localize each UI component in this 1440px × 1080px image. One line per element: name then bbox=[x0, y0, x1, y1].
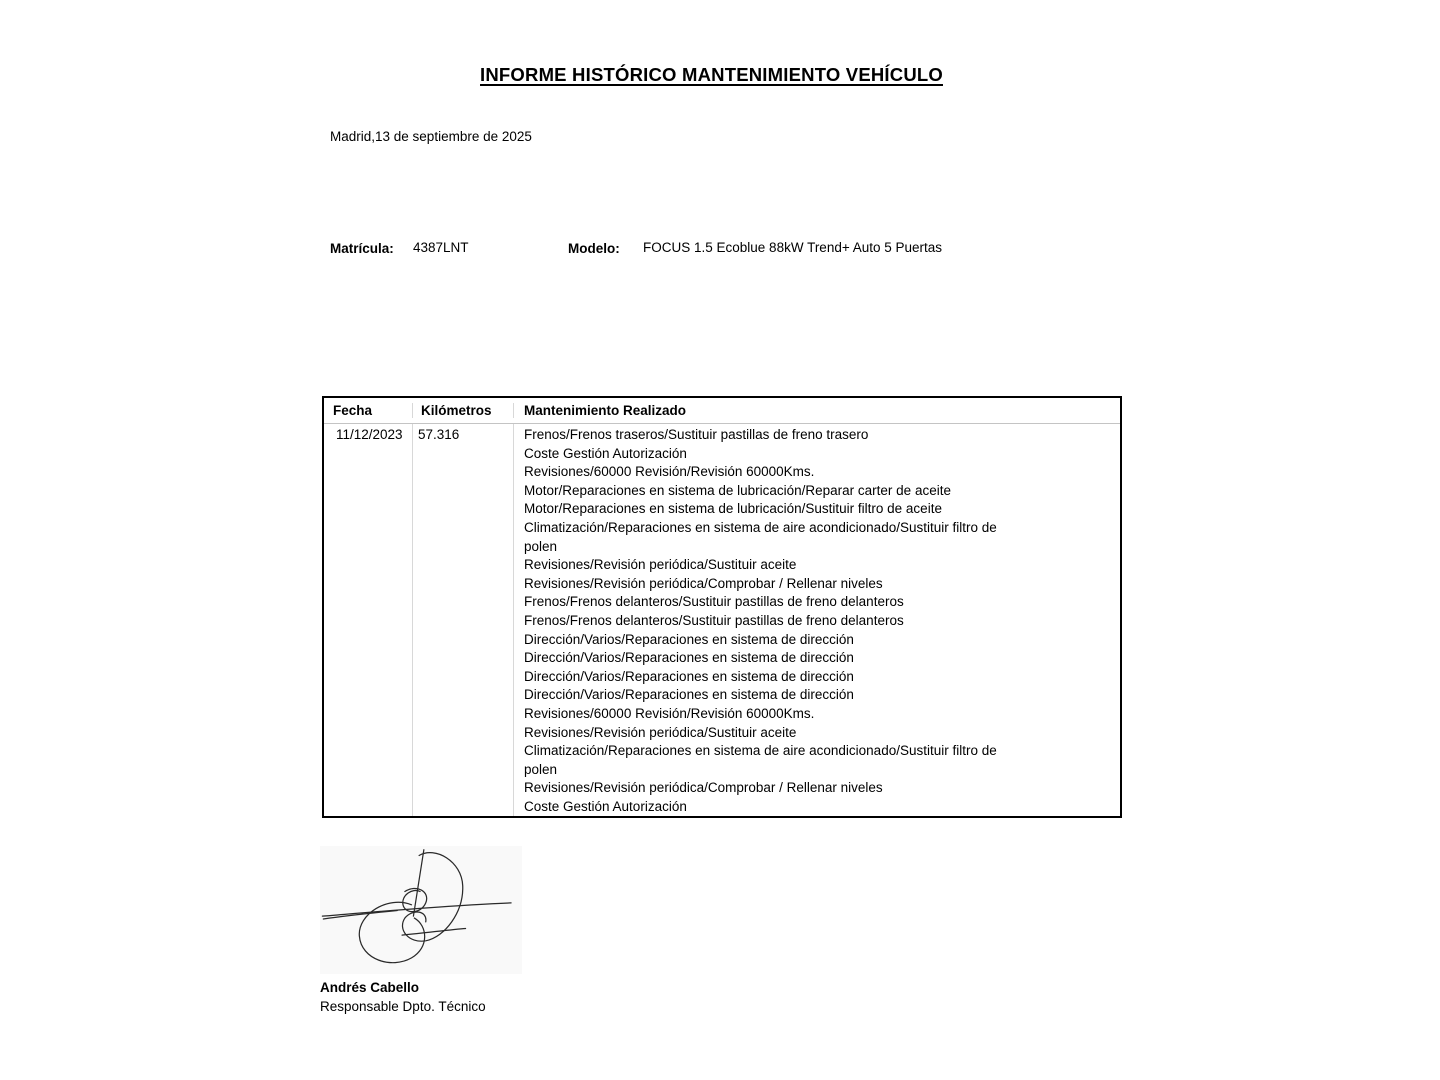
maintenance-table bbox=[322, 396, 1122, 818]
maintenance-line: Frenos/Frenos delanteros/Sustituir pastillas de freno delanteros bbox=[524, 594, 904, 610]
maintenance-line: Coste Gestión Autorización bbox=[524, 445, 687, 461]
table-header-row bbox=[324, 398, 1120, 424]
signature-image bbox=[320, 846, 522, 974]
maintenance-line: Revisiones/Revisión periódica/Comprobar / Rellenar niveles bbox=[524, 575, 883, 591]
maintenance-line: Coste Gestión Autorización bbox=[524, 798, 687, 814]
maintenance-line: Climatización/Reparaciones en sistema de aire acondicionado/Sustituir filtro de polen bbox=[524, 743, 997, 777]
matricula-label: Matrícula: bbox=[330, 241, 394, 256]
signatory-name: Andrés Cabello bbox=[320, 980, 420, 995]
maintenance-line-list bbox=[524, 426, 1014, 816]
date-line: Madrid,13 de septiembre de 2025 bbox=[330, 129, 532, 144]
maintenance-line: Revisiones/Revisión periódica/Sustituir aceite bbox=[524, 724, 797, 740]
modelo-label: Modelo: bbox=[568, 241, 620, 256]
maintenance-line: Revisiones/60000 Revisión/Revisión 60000Kms. bbox=[524, 464, 815, 480]
maintenance-line: Motor/Reparaciones en sistema de lubricación/Reparar carter de aceite bbox=[524, 482, 951, 498]
matricula-value: 4387LNT bbox=[413, 240, 469, 255]
modelo-value: FOCUS 1.5 Ecoblue 88kW Trend+ Auto 5 Puertas bbox=[643, 240, 943, 255]
table-header-mantenimiento: Mantenimiento Realizado bbox=[524, 403, 687, 418]
signatory-role: Responsable Dpto. Técnico bbox=[320, 999, 486, 1014]
table-cell-fecha: 11/12/2023 bbox=[324, 424, 413, 816]
maintenance-line: Frenos/Frenos delanteros/Sustituir pastillas de freno delanteros bbox=[524, 612, 904, 628]
maintenance-line: Revisiones/Revisión periódica/Comprobar / Rellenar niveles bbox=[524, 780, 883, 796]
maintenance-line: Dirección/Varios/Reparaciones en sistema de dirección bbox=[524, 631, 854, 647]
table-header-kilometros: Kilómetros bbox=[413, 403, 514, 418]
maintenance-line: Dirección/Varios/Reparaciones en sistema de dirección bbox=[524, 687, 854, 703]
maintenance-line: Frenos/Frenos traseros/Sustituir pastillas de freno trasero bbox=[524, 427, 869, 442]
table-cell-mantenimiento bbox=[514, 424, 1120, 816]
signature-scribble bbox=[320, 846, 522, 974]
maintenance-line: Revisiones/Revisión periódica/Sustituir aceite bbox=[524, 557, 797, 573]
maintenance-line: Dirección/Varios/Reparaciones en sistema de dirección bbox=[524, 650, 854, 666]
table-cell-kilometros: 57.316 bbox=[413, 424, 514, 816]
page-title: INFORME HISTÓRICO MANTENIMIENTO VEHÍCULO bbox=[480, 64, 943, 85]
maintenance-line: Climatización/Reparaciones en sistema de aire acondicionado/Sustituir filtro de polen bbox=[524, 519, 997, 554]
maintenance-line: Revisiones/60000 Revisión/Revisión 60000Kms. bbox=[524, 705, 815, 721]
table-row bbox=[324, 424, 1120, 816]
table-header-fecha: Fecha bbox=[324, 403, 413, 418]
maintenance-line: Dirección/Varios/Reparaciones en sistema de dirección bbox=[524, 668, 854, 684]
maintenance-line: Motor/Reparaciones en sistema de lubricación/Sustituir filtro de aceite bbox=[524, 501, 942, 517]
